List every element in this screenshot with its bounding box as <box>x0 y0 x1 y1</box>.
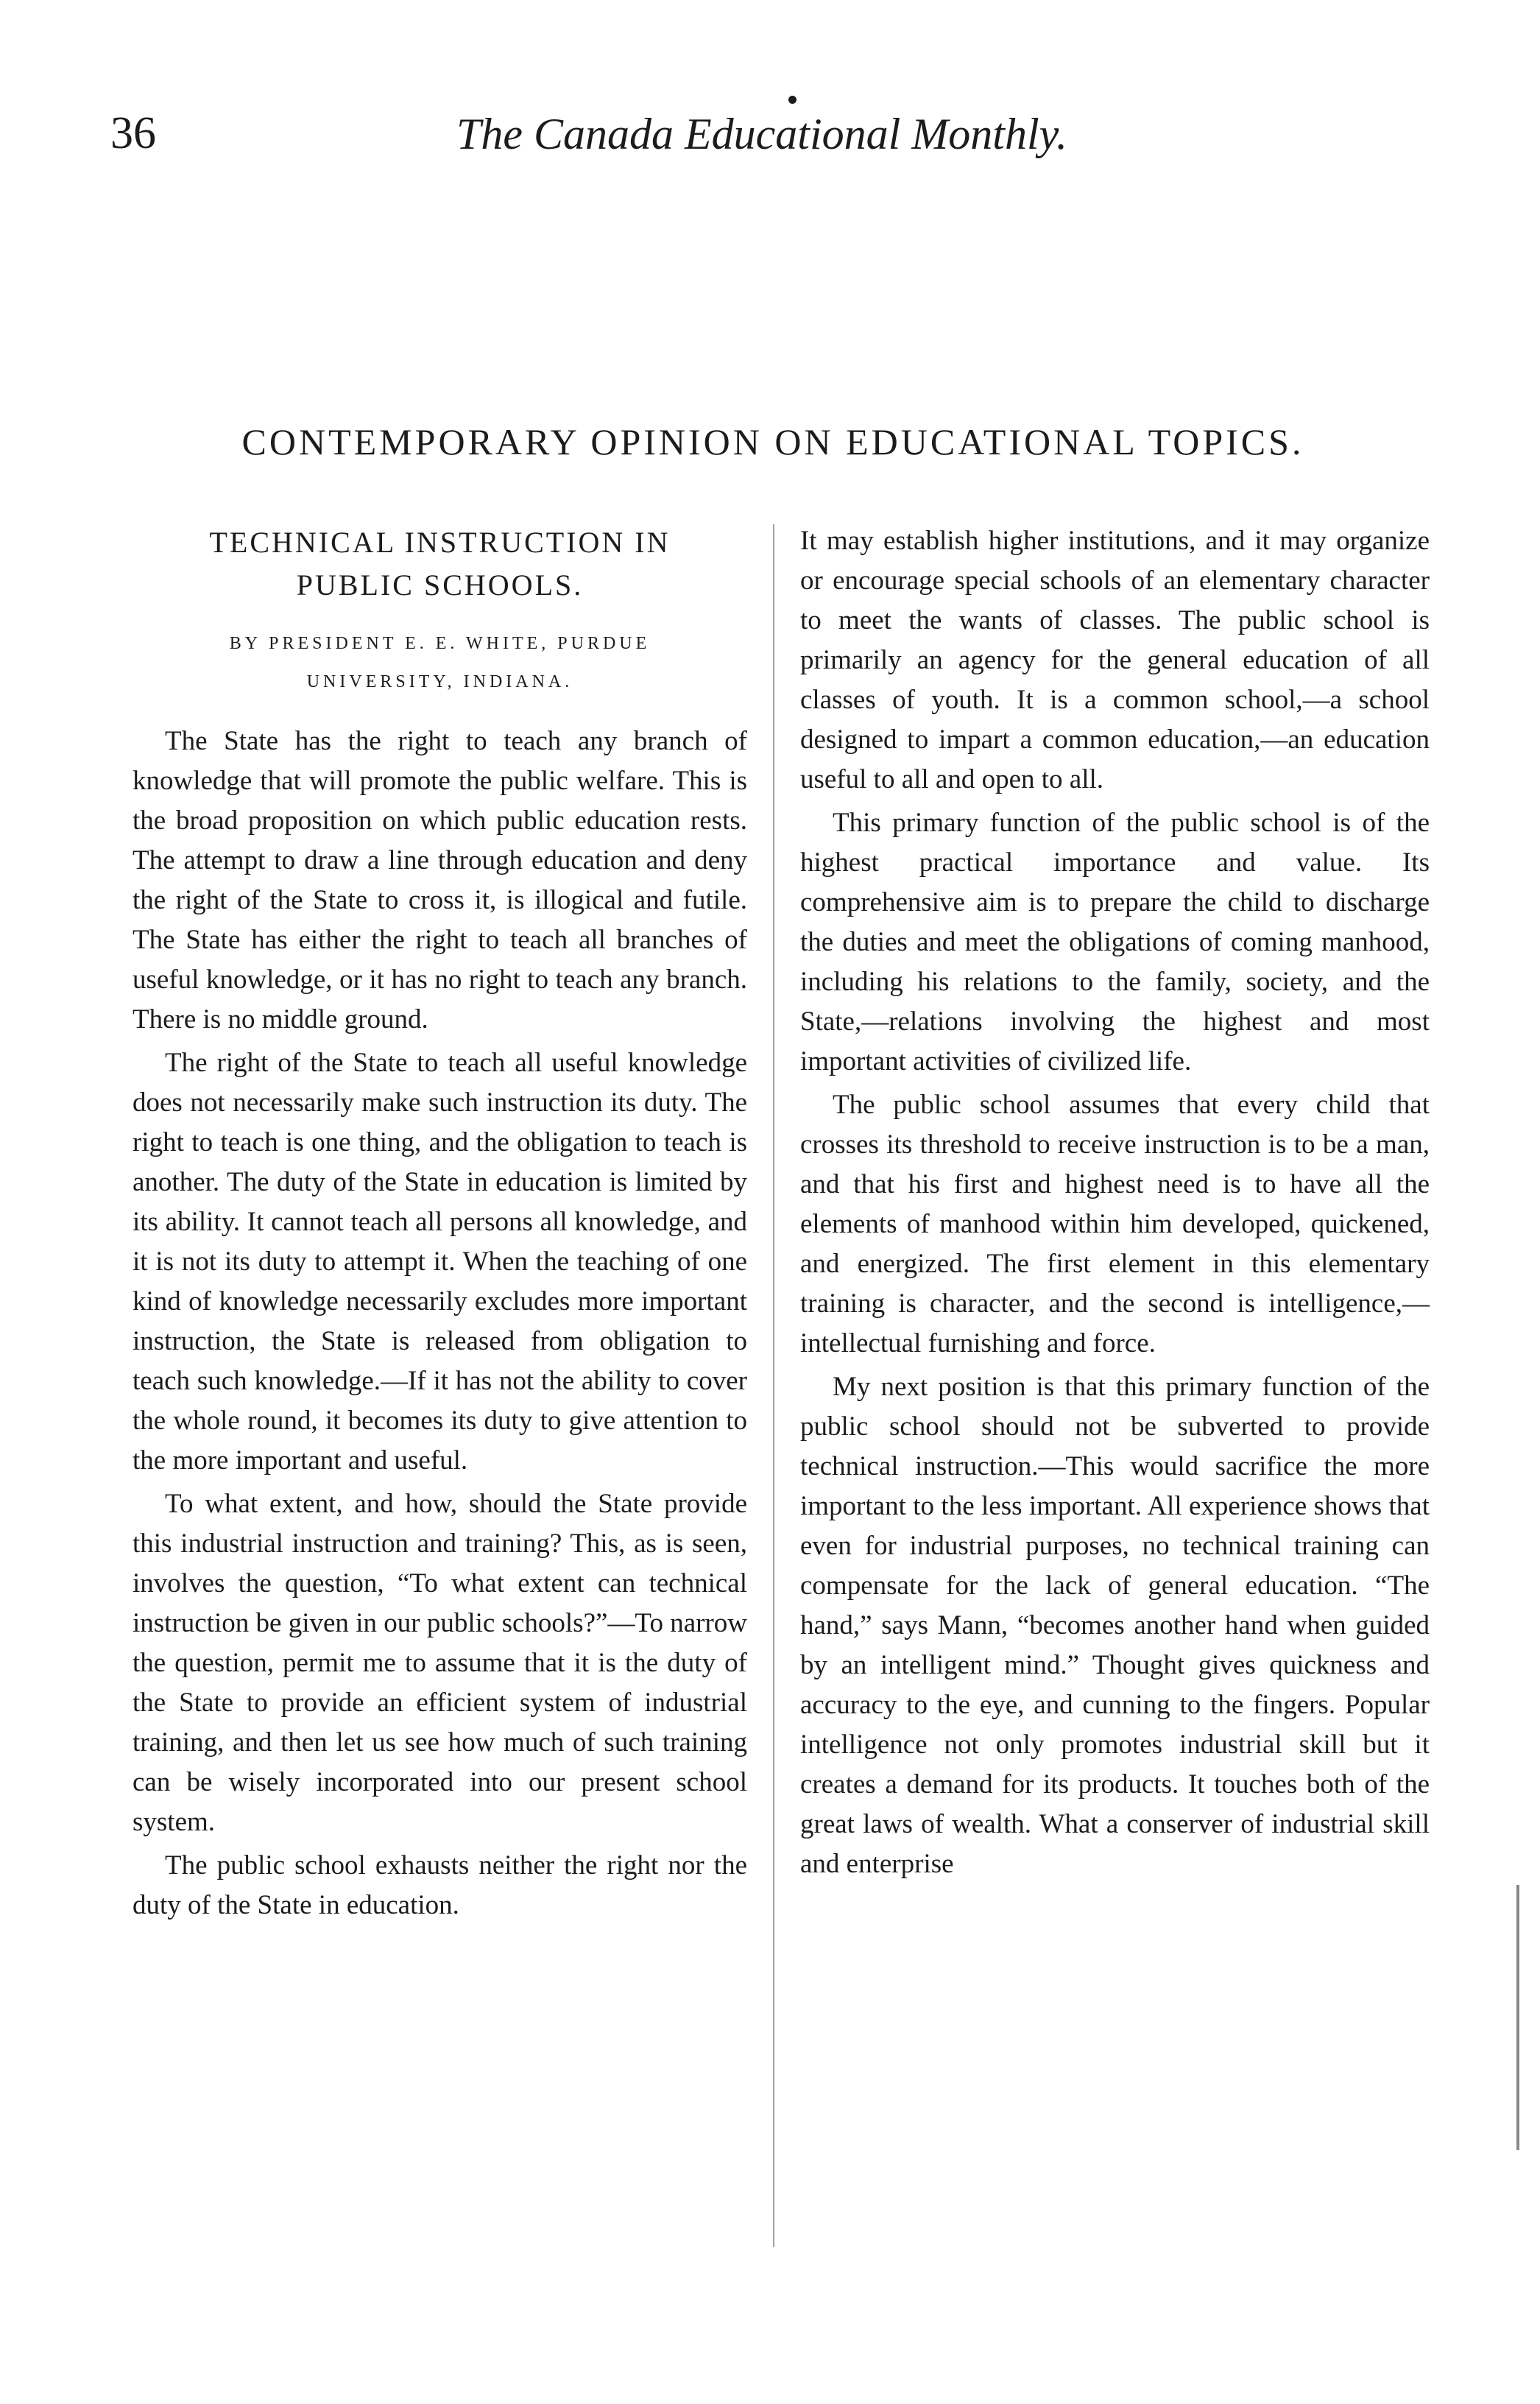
paragraph: It may establish higher institutions, and it may organize or encourage special schools of an elementary character to meet the wants of classes. The public school is primarily an agency for the general education of all classes of youth. It is a common school,—a school designed to impart a common education,—an education useful to all and open to all. <box>800 526 1430 794</box>
paragraph: The public school assumes that every child that crosses its threshold to receive instruction is to be a man, and that his first and highest need is to have all the elements of manhood within him developed, quickened, and energized. The first element in this elementary training is character, and the second is intelligence,—intellectual furnishing and force. <box>800 1090 1430 1358</box>
section-title: CONTEMPORARY OPINION ON EDUCATIONAL TOPICS. <box>241 421 1304 462</box>
byline <box>133 624 747 701</box>
paragraph: The right of the State to teach all useful knowledge does not necessarily make such instruction its duty. The right to teach is one thing, and the obligation to teach is another. The duty of the State in education is limited by its ability. It cannot teach all persons all knowledge, and it is not its duty to attempt it. When the teaching of one kind of knowledge necessarily excludes more important instruction, the State is released from obligation to teach such knowledge.—If it has not the ability to cover the whole round, it becomes its duty to give attention to the more important and useful. <box>133 1048 747 1476</box>
paragraph: My next position is that this primary function of the public school should not be subverted to provide technical instruction.—This would sacrifice the more important to the less important. All experience shows that even for industrial purposes, no technical training can compensate for the lack of general education. “The hand,” says Mann, “becomes another hand when guided by an intelligent mind.” Thought gives quickness and accuracy to the eye, and cunning to the fingers. Popular intelligence not only promotes industrial skill but it creates a demand for its products. It touches both of the great laws of wealth. What a conserver of industrial skill and enterprise <box>800 1372 1430 1879</box>
page-number: 36 <box>110 108 156 158</box>
paragraph: The State has the right to teach any branch of knowledge that will promote the public welfare. This is the broad proposition on which public education rests. The attempt to draw a line through education and deny the right of the State to cross it, is illogical and futile. The State has either the right to teach all branches of useful knowledge, or it has no right to teach any branch. There is no middle ground. <box>133 726 747 1034</box>
right-column <box>800 521 1430 1888</box>
article-title <box>133 521 747 607</box>
paragraph: The public school exhausts neither the right nor the duty of the State in education. <box>133 1850 747 1920</box>
scan-edge-mark <box>1516 1885 1519 2150</box>
byline-line-2: UNIVERSITY, INDIANA. <box>306 672 573 691</box>
running-title: The Canada Educational Monthly. <box>456 110 1067 158</box>
column-rule <box>773 524 774 2247</box>
byline-line-1: BY PRESIDENT E. E. WHITE, PURDUE <box>229 634 651 653</box>
paragraph: This primary function of the public school is of the highest practical importance and value. Its comprehensive aim is to prepare the child to discharge the duties and meet the obligations of coming manhood, including his relations to the family, society, and the State,—relations involving the highest and most important activities of civilized life. <box>800 808 1430 1076</box>
article-title-line-1: TECHNICAL INSTRUCTION IN <box>209 526 671 559</box>
ink-dot <box>788 96 797 104</box>
article-title-line-2: PUBLIC SCHOOLS. <box>296 568 584 602</box>
left-column <box>133 521 747 1929</box>
paragraph: To what extent, and how, should the State provide this industrial instruction and training? This, as is seen, involves the question, “To what extent can technical instruction be given in our public schools?”—To narrow the question, permit me to assume that it is the duty of the State to provide an efficient system of industrial training, and then let us see how much of such training can be wisely incorporated into our present school system. <box>133 1489 747 1837</box>
